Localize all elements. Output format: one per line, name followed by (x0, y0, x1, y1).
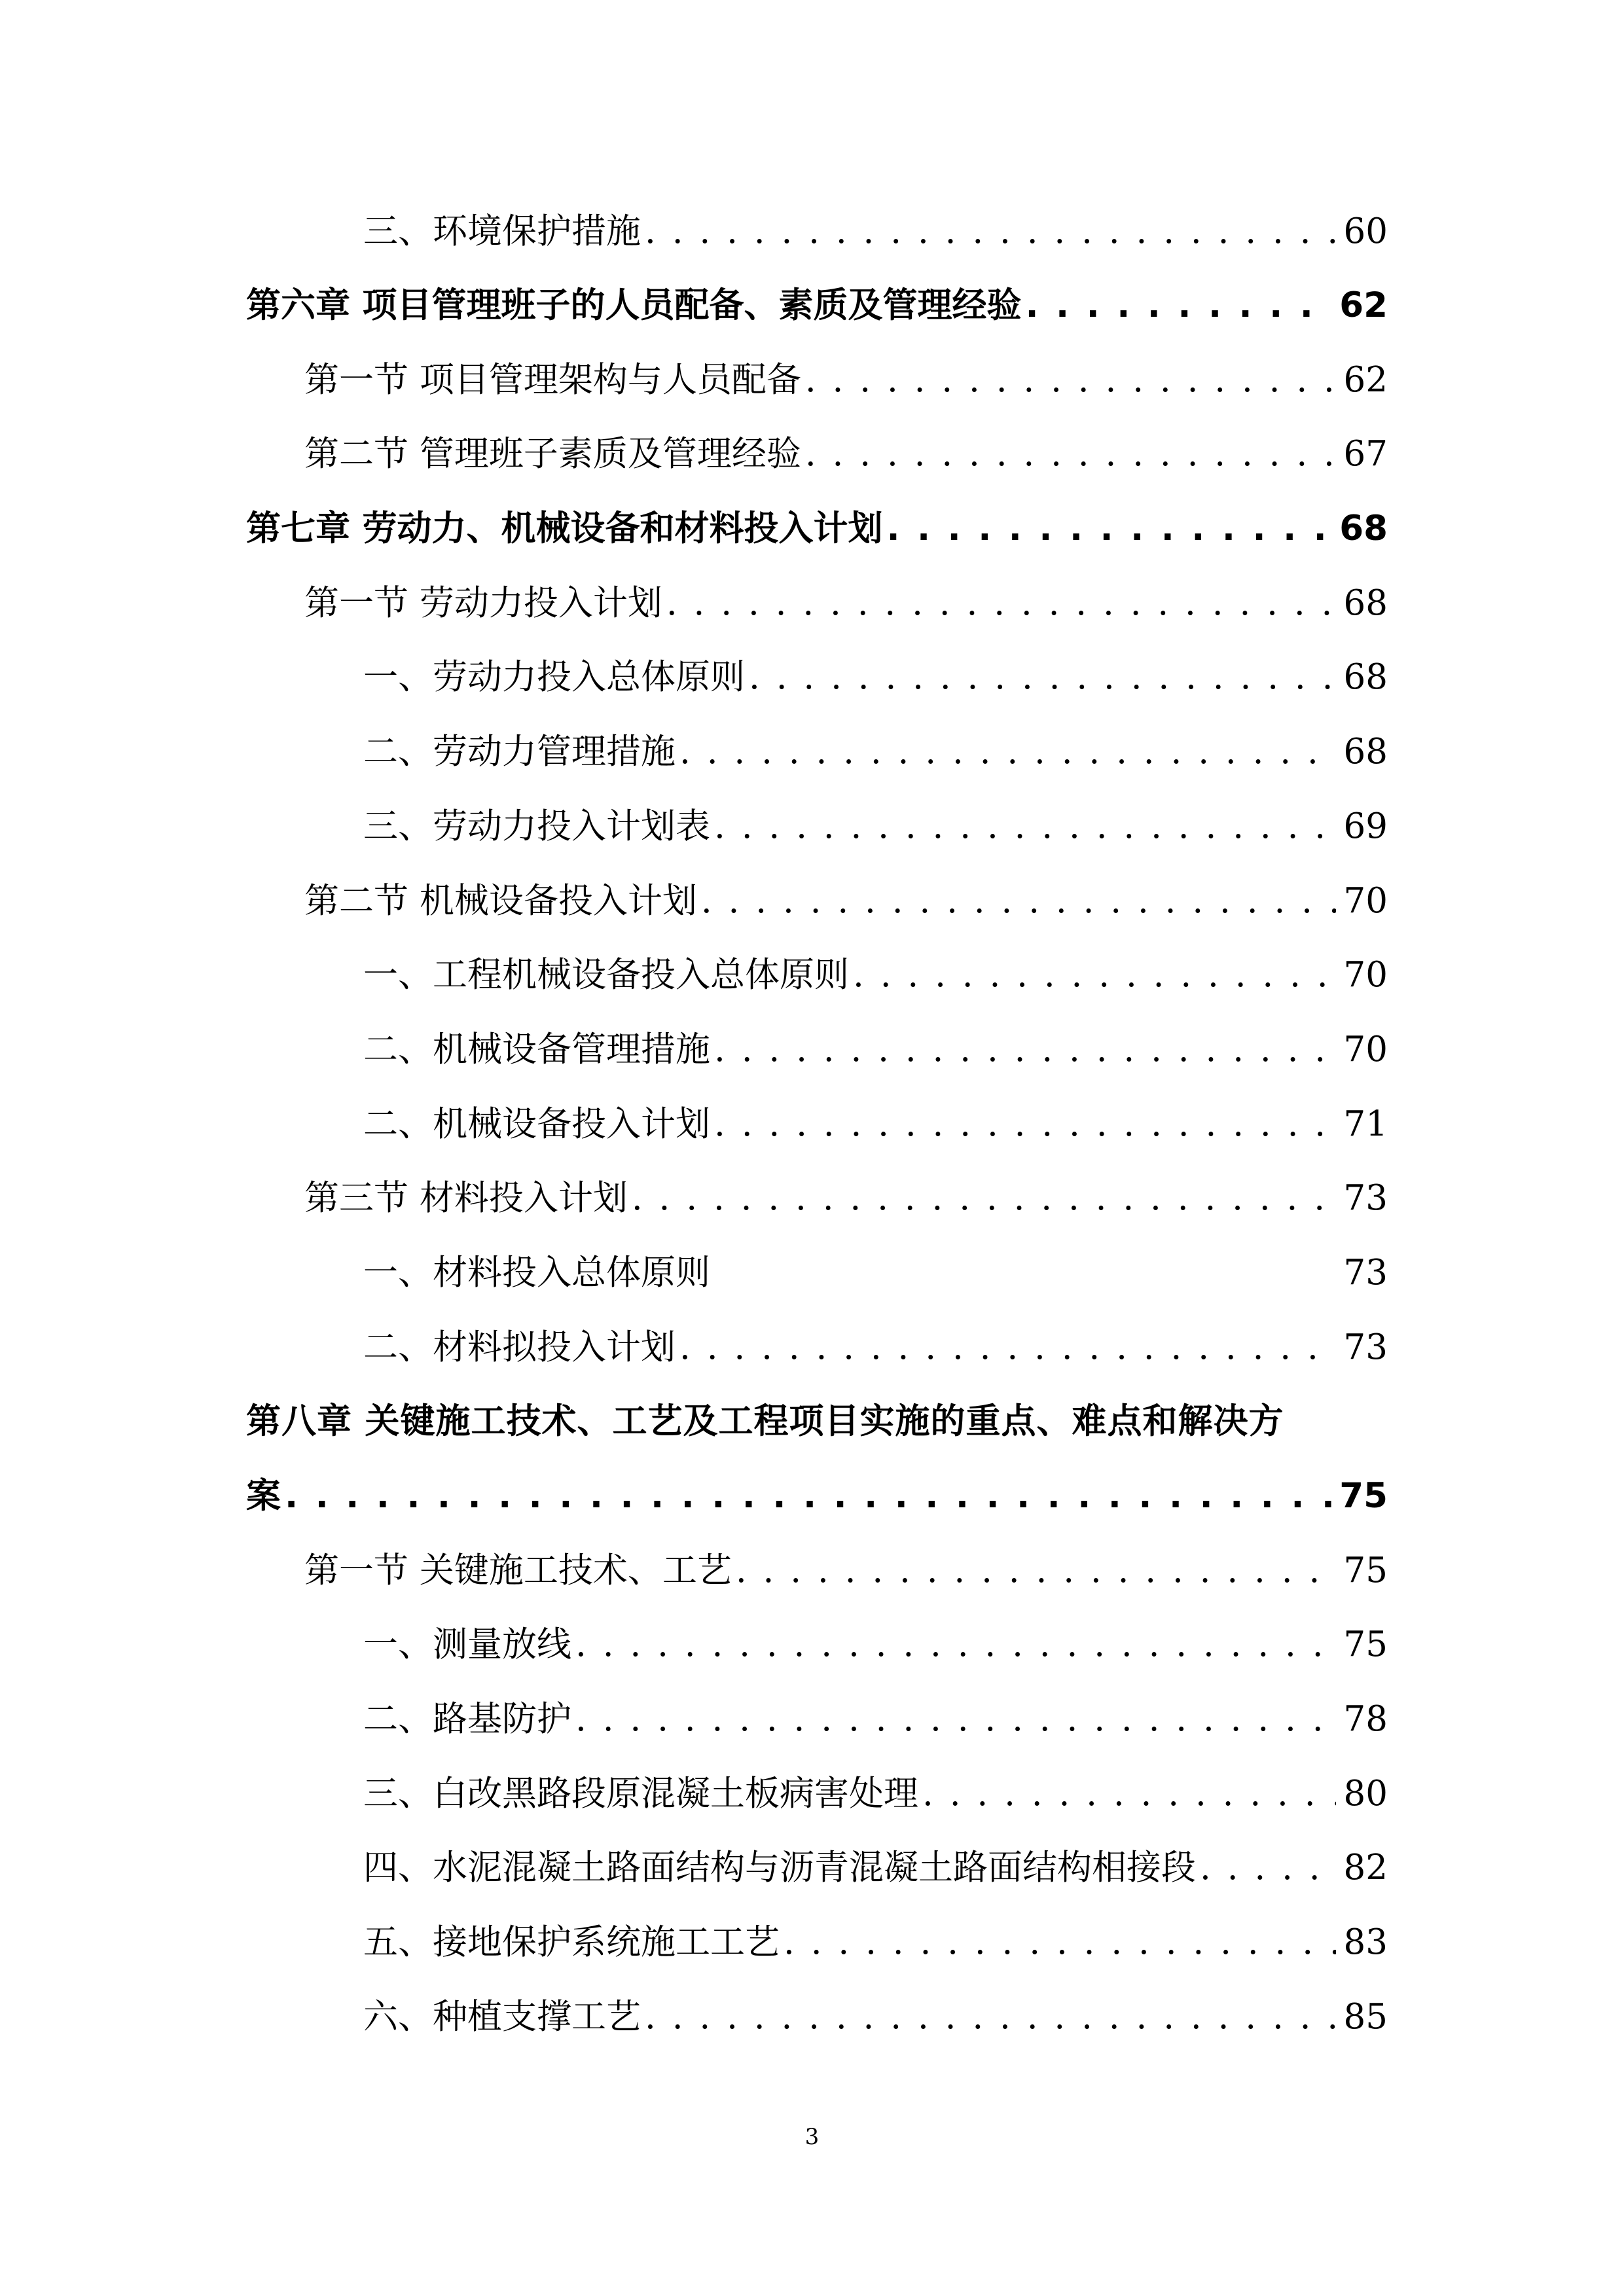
toc-leader-dots (632, 1181, 1336, 1215)
toc-entry-page: 73 (1343, 1253, 1388, 1293)
toc-leader-dots (805, 363, 1336, 397)
toc-entry-page: 68 (1343, 657, 1388, 697)
toc-entry[interactable] (363, 1907, 1388, 1960)
toc-entry-title: 第六章 项目管理班子的人员配备、素质及管理经验 (246, 285, 1022, 325)
toc-entry-page: 67 (1343, 434, 1388, 474)
toc-entry-page: 68 (1343, 583, 1388, 623)
toc-leader-dots (714, 809, 1336, 844)
toc-entry-page: 83 (1343, 1922, 1388, 1962)
toc-section-entry[interactable] (304, 1535, 1388, 1588)
toc-entry[interactable] (363, 1238, 1388, 1293)
toc-leader-dots (645, 214, 1336, 249)
toc-leader-dots (853, 958, 1336, 992)
toc-leader-dots (784, 1925, 1336, 1960)
toc-entry-title: 第一节 关键施工技术、工艺 (304, 1551, 732, 1590)
toc-leader-dots (645, 2000, 1336, 2034)
toc-leader-dots (679, 1330, 1336, 1365)
toc-leader-dots (714, 1032, 1336, 1067)
toc-entry-page: 62 (1339, 285, 1388, 325)
toc-entry[interactable] (363, 1833, 1388, 1888)
toc-entry-page: 60 (1343, 211, 1388, 251)
toc-entry-title: 一、工程机械设备投入总体原则 (363, 955, 849, 995)
toc-section-entry[interactable] (304, 866, 1388, 921)
toc-entry[interactable] (363, 791, 1388, 844)
toc-leader-dots (736, 1553, 1336, 1588)
toc-entry[interactable] (363, 1759, 1388, 1814)
toc-chapter-entry[interactable] (246, 270, 1388, 323)
toc-entry-page: 69 (1343, 806, 1388, 846)
toc-leader-dots (666, 586, 1336, 620)
toc-section-entry[interactable] (304, 1163, 1388, 1218)
toc-entry[interactable] (363, 1312, 1388, 1365)
toc-chapter-entry-continuation[interactable] (246, 1461, 1388, 1516)
toc-entry-page: 62 (1343, 360, 1388, 400)
toc-section-entry[interactable] (304, 419, 1388, 474)
toc-entry-title: 二、路基防护 (363, 1699, 571, 1739)
toc-entry-page: 73 (1343, 1327, 1388, 1367)
toc-entry-page: 75 (1343, 1624, 1388, 1664)
toc-entry-title: 五、接地保护系统施工工艺 (363, 1922, 780, 1962)
toc-leader-dots (575, 1627, 1336, 1662)
toc-leader-dots (1025, 288, 1331, 323)
toc-entry-title: 第一节 项目管理架构与人员配备 (304, 360, 801, 400)
toc-leader-dots (922, 1776, 1336, 1811)
toc-entry-page: 68 (1339, 509, 1388, 548)
toc-entry[interactable] (363, 1684, 1388, 1739)
toc-entry-page: 70 (1343, 881, 1388, 921)
toc-entry[interactable] (363, 940, 1388, 995)
page-number: 3 (804, 2124, 820, 2150)
toc-entry[interactable] (363, 1609, 1388, 1662)
toc-entry-title: 一、劳动力投入总体原则 (363, 657, 745, 697)
toc-entry-title: 二、机械设备投入计划 (363, 1104, 710, 1144)
toc-entry-title: 二、劳动力管理措施 (363, 732, 676, 772)
toc-leader-dots (886, 511, 1331, 546)
toc-entry-title: 四、水泥混凝土路面结构与沥青混凝土路面结构相接段 (363, 1848, 1196, 1888)
toc-entry[interactable] (363, 717, 1388, 772)
toc-entry-page: 75 (1343, 1551, 1388, 1590)
toc-entry-title: 三、劳动力投入计划表 (363, 806, 710, 846)
toc-leader-dots (701, 884, 1336, 918)
toc-chapter-entry[interactable] (246, 1386, 1388, 1439)
toc-leader-dots (749, 660, 1336, 694)
toc-entry[interactable] (363, 1014, 1388, 1067)
toc-entry-title: 第二节 机械设备投入计划 (304, 881, 697, 921)
toc-chapter-entry[interactable] (246, 493, 1388, 546)
toc-entry-page: 80 (1343, 1774, 1388, 1814)
toc-entry[interactable] (363, 642, 1388, 697)
toc-entry[interactable] (363, 1982, 1388, 2037)
toc-leader-dots (805, 437, 1336, 471)
toc-leader-dots (285, 1479, 1331, 1513)
toc-section-entry[interactable] (304, 345, 1388, 400)
toc-entry-title: 第七章 劳动力、机械设备和材料投入计划 (246, 509, 883, 548)
toc-entry-title: 二、材料拟投入计划 (363, 1327, 676, 1367)
toc-entry-page: 73 (1343, 1178, 1388, 1218)
toc-entry-title: 第三节 材料投入计划 (304, 1178, 628, 1218)
toc-entry-title: 二、机械设备管理措施 (363, 1030, 710, 1069)
toc-entry-title: 第二节 管理班子素质及管理经验 (304, 434, 801, 474)
toc-entry-title: 第八章 关键施工技术、工艺及工程项目实施的重点、难点和解决方 (246, 1401, 1284, 1441)
toc-entry-title: 三、白改黑路段原混凝土板病害处理 (363, 1774, 918, 1814)
toc-leader-dots (714, 1107, 1336, 1141)
toc-entry-page: 82 (1343, 1848, 1388, 1888)
toc-entry-page: 71 (1343, 1104, 1388, 1144)
toc-entry-page: 68 (1343, 732, 1388, 772)
toc-entry-title: 一、测量放线 (363, 1624, 571, 1664)
toc-entry-page: 75 (1339, 1476, 1388, 1516)
toc-entry-title: 一、材料投入总体原则 (363, 1253, 710, 1293)
toc-section-entry[interactable] (304, 568, 1388, 623)
toc-entry-page: 70 (1343, 1030, 1388, 1069)
toc-leader-dots (575, 1702, 1336, 1736)
toc-entry-title: 案 (246, 1476, 281, 1516)
toc-entry-page: 70 (1343, 955, 1388, 995)
toc-entry-page: 85 (1343, 1997, 1388, 2037)
toc-entry-title: 三、环境保护措施 (363, 211, 641, 251)
toc-leader-dots (1200, 1850, 1336, 1885)
toc-entry-title: 第一节 劳动力投入计划 (304, 583, 662, 623)
toc-entry[interactable] (363, 1089, 1388, 1144)
toc-entry[interactable] (363, 196, 1388, 249)
toc-entry-title: 六、种植支撑工艺 (363, 1997, 641, 2037)
toc-leader-dots (679, 734, 1336, 769)
toc-entry-page: 78 (1343, 1699, 1388, 1739)
